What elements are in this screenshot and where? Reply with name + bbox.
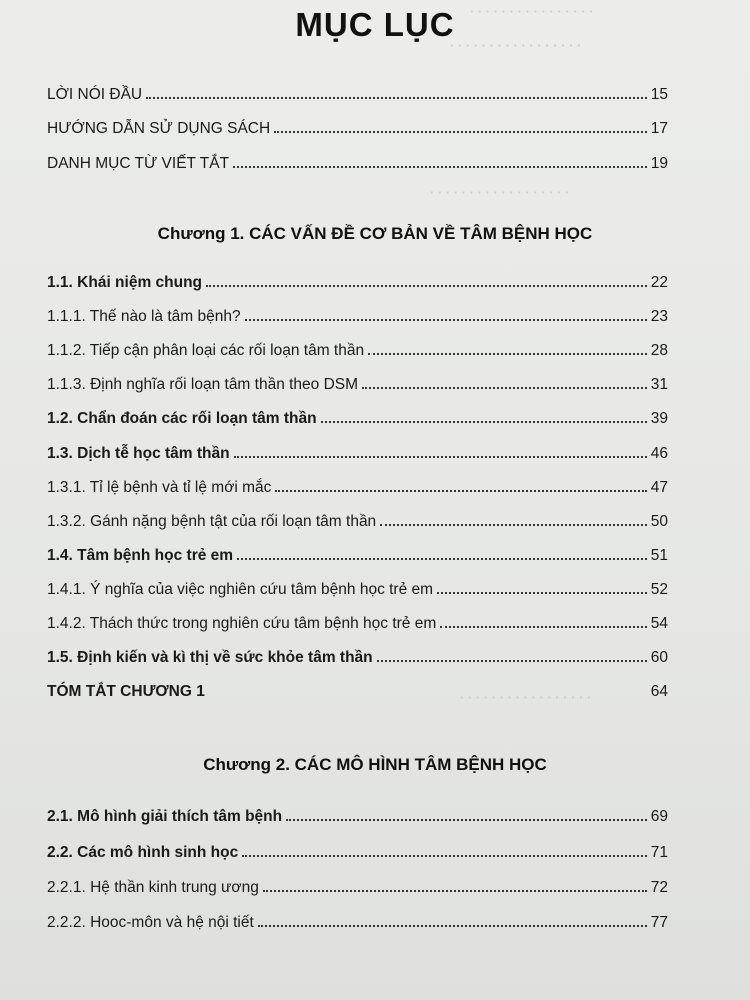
bleed-through-text: · · · · · · · · · · · · · · · · · <box>450 38 582 53</box>
toc-label: 1.3. Dịch tễ học tâm thần <box>47 445 230 462</box>
toc-page-number: 52 <box>650 581 668 598</box>
toc-label: 2.2.2. Hooc-môn và hệ nội tiết <box>47 914 254 931</box>
dot-leader <box>237 558 647 560</box>
bleed-through-text: · · · · · · · · · · · · · · · · · · <box>430 185 570 200</box>
toc-page-number: 69 <box>650 808 668 825</box>
toc-label: LỜI NÓI ĐẦU <box>47 86 143 103</box>
toc-row-front-3[interactable] <box>0 147 750 173</box>
toc-row[interactable] <box>0 266 750 292</box>
toc-page-number: 50 <box>650 513 668 530</box>
dot-leader <box>321 421 647 423</box>
toc-label: HƯỚNG DẪN SỬ DỤNG SÁCH <box>47 120 271 137</box>
dot-leader <box>362 387 647 389</box>
toc-row[interactable] <box>0 402 750 428</box>
toc-label: 2.2.1. Hệ thần kinh trung ương <box>47 879 259 896</box>
toc-row[interactable] <box>0 800 750 826</box>
dot-leader <box>274 131 647 133</box>
toc-page-number: 15 <box>650 86 668 103</box>
toc-page-number: 22 <box>650 274 668 291</box>
toc-page-number: 77 <box>650 914 668 931</box>
toc-label: 1.3.2. Gánh nặng bệnh tật của rối loạn tâm thần <box>47 513 377 530</box>
dot-leader <box>233 166 647 168</box>
toc-row-front-2[interactable] <box>0 112 750 138</box>
toc-label: 1.4. Tâm bệnh học trẻ em <box>47 547 234 564</box>
dot-leader <box>258 925 647 927</box>
toc-label: 2.2. Các mô hình sinh học <box>47 844 239 861</box>
toc-page-number: 64 <box>650 683 668 700</box>
toc-label: 1.1.3. Định nghĩa rối loạn tâm thần theo DSM <box>47 376 359 393</box>
dot-leader <box>242 855 647 857</box>
toc-label: 1.4.2. Thách thức trong nghiên cứu tâm bệnh học trẻ em <box>47 615 437 632</box>
toc-label: 1.1.2. Tiếp cận phân loại các rối loạn tâm thần <box>47 342 365 359</box>
toc-label: DANH MỤC TỪ VIẾT TẮT <box>47 155 230 172</box>
toc-label: 1.1.1. Thế nào là tâm bệnh? <box>47 308 241 325</box>
dot-leader <box>209 694 647 696</box>
toc-row[interactable] <box>0 368 750 394</box>
dot-leader <box>368 353 647 355</box>
toc-row[interactable] <box>0 334 750 360</box>
toc-page-number: 72 <box>650 879 668 896</box>
dot-leader <box>286 819 647 821</box>
dot-leader <box>377 660 647 662</box>
toc-page-number: 39 <box>650 410 668 427</box>
dot-leader <box>380 524 647 526</box>
dot-leader <box>275 490 646 492</box>
chapter-heading: Chương 1. CÁC VẤN ĐỀ CƠ BẢN VỀ TÂM BỆNH HỌC <box>157 224 593 243</box>
toc-row[interactable] <box>0 573 750 599</box>
toc-row-front-1[interactable] <box>0 78 750 104</box>
chapter-heading: Chương 2. CÁC MÔ HÌNH TÂM BỆNH HỌC <box>203 755 547 774</box>
toc-row[interactable] <box>0 437 750 463</box>
toc-page-number: 51 <box>650 547 668 564</box>
dot-leader <box>263 890 647 892</box>
toc-label: TÓM TẮT CHƯƠNG 1 <box>47 683 205 700</box>
toc-page-number: 47 <box>650 479 668 496</box>
toc-row[interactable] <box>0 607 750 633</box>
toc-label: 1.2. Chẩn đoán các rối loạn tâm thần <box>47 410 317 427</box>
toc-row[interactable] <box>0 906 750 932</box>
toc-label: 1.5. Định kiến và kì thị về sức khỏe tâm thần <box>47 649 373 666</box>
toc-page-number: 60 <box>650 649 668 666</box>
toc-row[interactable] <box>0 641 750 667</box>
toc-page-number: 54 <box>650 615 668 632</box>
toc-page-number: 19 <box>650 155 668 172</box>
toc-label: 1.3.1. Tỉ lệ bệnh và tỉ lệ mới mắc <box>47 479 272 496</box>
bleed-through-text: · · · · · · · · · · · · · · · · · <box>460 690 592 705</box>
toc-row[interactable] <box>0 300 750 326</box>
toc-page-number: 31 <box>650 376 668 393</box>
dot-leader <box>234 456 647 458</box>
toc-page-number: 71 <box>650 844 668 861</box>
toc-row[interactable] <box>0 471 750 497</box>
toc-label: 1.1. Khái niệm chung <box>47 274 203 291</box>
dot-leader <box>245 319 647 321</box>
toc-row[interactable] <box>0 871 750 897</box>
toc-label: 1.4.1. Ý nghĩa của việc nghiên cứu tâm bệnh học trẻ em <box>47 581 434 598</box>
dot-leader <box>440 626 647 628</box>
toc-page-number: 17 <box>650 120 668 137</box>
toc-page-number: 28 <box>650 342 668 359</box>
toc-row[interactable] <box>0 539 750 565</box>
toc-row[interactable] <box>0 836 750 862</box>
toc-row[interactable] <box>0 505 750 531</box>
dot-leader <box>437 592 647 594</box>
dot-leader <box>206 285 647 287</box>
toc-page-number: 23 <box>650 308 668 325</box>
toc-page-number: 46 <box>650 445 668 462</box>
toc-row[interactable] <box>0 675 750 701</box>
dot-leader <box>146 97 647 99</box>
page-title: MỤC LỤC <box>295 6 455 43</box>
toc-label: 2.1. Mô hình giải thích tâm bệnh <box>47 808 283 825</box>
bleed-through-text: · · · · · · · · · · · · · · · · <box>470 4 594 19</box>
